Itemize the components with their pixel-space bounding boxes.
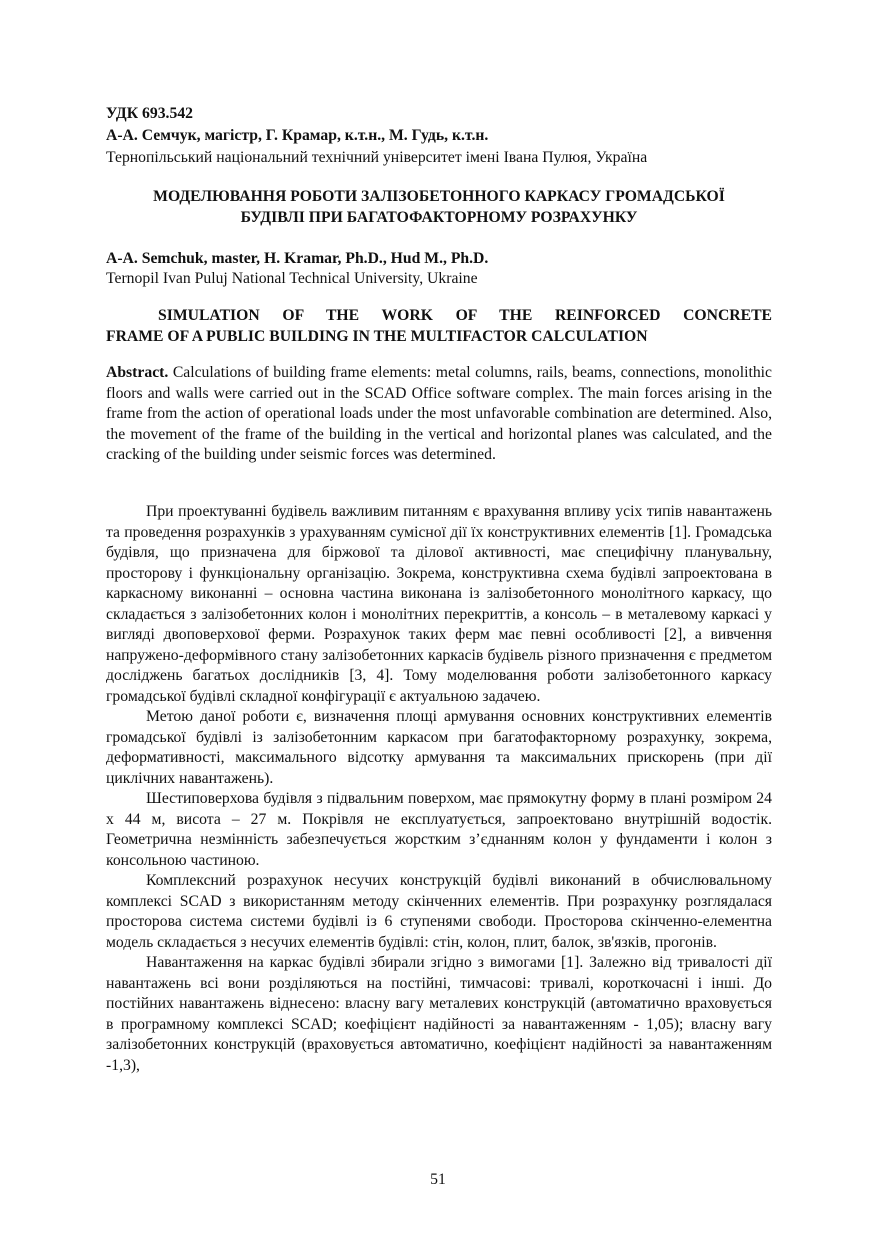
page-number: 51	[430, 1171, 446, 1188]
title-en	[106, 306, 772, 347]
body-text	[106, 502, 772, 1076]
title-ua-line1: МОДЕЛЮВАННЯ РОБОТИ ЗАЛІЗОБЕТОННОГО КАРКАСУ ГРОМАДСЬКОЇ	[153, 188, 725, 205]
paragraph-3: Шестиповерхова будівля з підвальним поверхом, має прямокутну форму в плані розміром 24 х 44 м, висота – 27 м. Покрівля не експлуатується, запроектовано внутрішній водостік. Геометрична незмінність забезпечується жорстким з’єднанням колон у фундаменти і колон з консольною частиною.	[106, 790, 772, 869]
title-en-line1: SIMULATION OF THE WORK OF THE REINFORCED CONCRETE	[158, 307, 772, 324]
paragraph-2: Метою даної роботи є, визначення площі армування основних конструктивних елементів громадської будівлі із залізобетонним каркасом при багатофакторному розрахунку, зокрема, деформативності, максимального відсотку армування та максимальних прискорень (при дії циклічних навантажень).	[106, 708, 772, 787]
paragraph-5: Навантаження на каркас будівлі збирали згідно з вимогами [1]. Залежно від тривалості дії навантажень всі вони розділяються на постійні, тимчасові: тривалі, короткочасні і інші. До постійних навантажень віднесено: власну вагу металевих конструкцій (автоматично враховується в програмному комплексі SCAD; коефіцієнт надійності за навантаженням - 1,05); власну вагу залізобетонних конструкцій (враховується автоматично, коефіцієнт надійності за навантаженням -1,3),	[106, 954, 772, 1074]
abstract-label: Abstract.	[106, 364, 169, 381]
affiliation-en: Ternopil Ivan Puluj National Technical University, Ukraine	[106, 270, 478, 287]
abstract	[106, 363, 772, 466]
authors-ua: А-А. Семчук, магістр, Г. Крамар, к.т.н., М. Гудь, к.т.н.	[106, 127, 489, 144]
title-ua-line2: БУДІВЛІ ПРИ БАГАТОФАКТОРНОМУ РОЗРАХУНКУ	[240, 208, 638, 226]
title-en-line2: FRAME OF A PUBLIC BUILDING IN THE MULTIFACTOR CALCULATION	[106, 327, 648, 345]
udk-code: УДК 693.542	[106, 105, 194, 122]
abstract-text: Calculations of building frame elements: metal columns, rails, beams, connections, monolithic floors and walls were carried out in the SCAD Office software complex. The main forces arising in the frame from the action of operational loads under the most unfavorable combination are determined. Also, the movement of the frame of the building in the vertical and horizontal planes was calculated, and the cracking of the building under seismic forces was determined.	[106, 364, 772, 463]
authors-en: A-A. Semchuk, master, H. Kramar, Ph.D., Hud M., Ph.D.	[106, 250, 489, 267]
title-ua	[106, 187, 772, 228]
paragraph-1: При проектуванні будівель важливим питанням є врахування впливу усіх типів навантажень та проведення розрахунків з урахуванням сумісної дії їх конструктивних елементів [1]. Громадська будівля, що призначена для біржової та ділової активності, має специфічну планувальну, просторову і функціональну організацію. Зокрема, конструктивна схема будівлі запроектована в каркасному виконанні – основна частина виконана із залізобетонного монолітного каркасу, що складається з залізобетонних колон і монолітних перекриттів, а консоль – в металевому каркасі у вигляді двоповерхової ферми. Розрахунок таких ферм має певні особливості [2], а вивчення напружено-деформівного стану залізобетонних каркасів будівель різного призначення є предметом досліджень багатьох дослідників [3, 4]. Тому моделювання роботи залізобетонного каркасу громадської будівлі складної конфігурації є актуальною задачею.	[106, 503, 772, 705]
paragraph-4: Комплексний розрахунок несучих конструкцій будівлі виконаний в обчислювальному комплексі SCAD з використанням методу скінченних елементів. При розрахунку розглядалася просторова система системи будівлі із 6 ступенями свободи. Просторова скінченно-елементна модель складається з несучих елементів будівлі: стін, колон, плит, балок, зв'язків, прогонів.	[106, 872, 772, 951]
affiliation-ua: Тернопільський національний технічний університет імені Івана Пулюя, Україна	[106, 149, 648, 166]
